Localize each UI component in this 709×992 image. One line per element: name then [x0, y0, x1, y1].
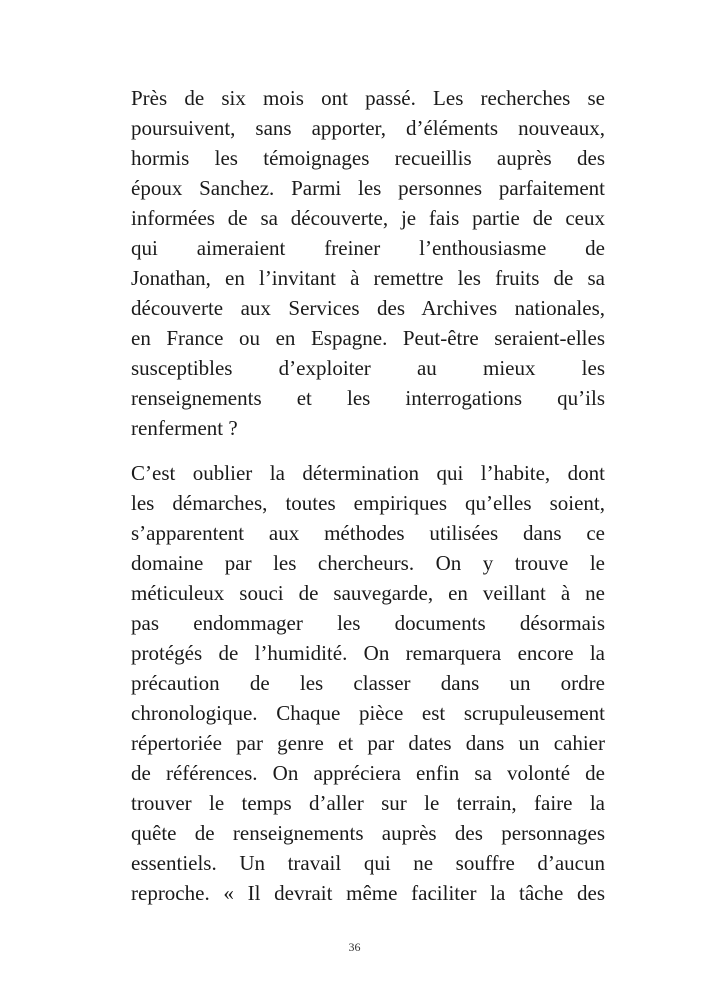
text-line: qui aimeraient freiner l’enthousiasme de [131, 236, 605, 260]
text-line: essentiels. Un travail qui ne souffre d’aucun [131, 851, 605, 875]
text-line: les démarches, toutes empiriques qu’elles soient, [131, 491, 605, 515]
text-line: chronologique. Chaque pièce est scrupuleusement [131, 701, 605, 725]
text-line: renferment ? [131, 416, 238, 440]
text-line: susceptibles d’exploiter au mieux les [131, 356, 605, 380]
text-line: quête de renseignements auprès des personnages [131, 821, 605, 845]
text-line: domaine par les chercheurs. On y trouve le [131, 551, 605, 575]
text-line: C’est oublier la détermination qui l’habite, dont [131, 461, 605, 485]
text-line: Près de six mois ont passé. Les recherches se [131, 86, 605, 110]
paragraph-2 [131, 458, 605, 908]
text-line: précaution de les classer dans un ordre [131, 671, 605, 695]
text-line: de références. On appréciera enfin sa volonté de [131, 761, 605, 785]
text-line: informées de sa découverte, je fais partie de ceux [131, 206, 605, 230]
text-line: trouver le temps d’aller sur le terrain, faire la [131, 791, 605, 815]
text-line: découverte aux Services des Archives nationales, [131, 296, 605, 320]
text-line: pas endommager les documents désormais [131, 611, 605, 635]
text-line: époux Sanchez. Parmi les personnes parfaitement [131, 176, 605, 200]
page-number: 36 [348, 940, 361, 954]
body-text [131, 83, 605, 908]
text-line: méticuleux souci de sauvegarde, en veillant à ne [131, 581, 605, 605]
text-line: en France ou en Espagne. Peut-être seraient-elles [131, 326, 605, 350]
text-line: Jonathan, en l’invitant à remettre les fruits de sa [131, 266, 605, 290]
text-line: renseignements et les interrogations qu’ils [131, 386, 605, 410]
text-line: s’apparentent aux méthodes utilisées dans ce [131, 521, 605, 545]
text-line: répertoriée par genre et par dates dans un cahier [131, 731, 605, 755]
text-line: protégés de l’humidité. On remarquera encore la [131, 641, 605, 665]
paragraph-1 [131, 83, 605, 443]
text-line: poursuivent, sans apporter, d’éléments nouveaux, [131, 116, 605, 140]
text-line: hormis les témoignages recueillis auprès des [131, 146, 605, 170]
text-line: reproche. « Il devrait même faciliter la tâche des [131, 881, 605, 905]
